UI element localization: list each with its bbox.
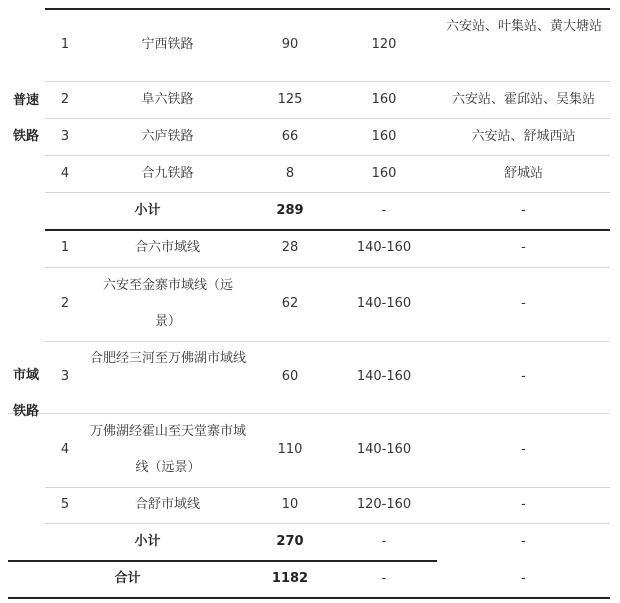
line-name: 合六市域线 [134, 240, 200, 255]
line-length: 10 [281, 497, 299, 512]
line-length: 60 [281, 369, 299, 384]
line-length: 28 [281, 240, 299, 255]
category-line: 铁路 [12, 404, 39, 419]
stations: - [521, 240, 526, 255]
subtotal-label: 小计 [134, 203, 161, 218]
design-speed: 120-160 [356, 497, 412, 512]
line-name: 六安至金寨市域线（远景） [102, 278, 233, 329]
total-length: 1182 [271, 571, 309, 586]
line-name: 合舒市域线 [134, 497, 200, 512]
category-line: 市域 [12, 368, 39, 383]
line-length: 66 [281, 129, 299, 144]
line-name: 合九铁路 [141, 166, 194, 181]
line-name: 合肥经三河至万佛湖市域线 [90, 351, 247, 366]
line-length: 90 [281, 37, 299, 52]
line-length: 8 [285, 166, 295, 181]
subtotal-speed: - [381, 534, 387, 549]
subtotal-label: 小计 [134, 534, 161, 549]
total-label: 合计 [114, 571, 141, 586]
row-number: 4 [60, 166, 70, 181]
row-number: 4 [60, 442, 70, 457]
category-line: 普速 [12, 93, 39, 108]
line-name: 宁西铁路 [141, 37, 194, 52]
design-speed: 160 [371, 129, 397, 144]
stations: 六安站、霍邱站、吴集站 [451, 92, 595, 107]
subtotal-stations: - [521, 534, 526, 549]
subtotal-length: 270 [276, 534, 304, 549]
design-speed: 120 [371, 37, 397, 52]
row-number: 2 [60, 92, 70, 107]
line-name: 六庐铁路 [141, 129, 194, 144]
design-speed: 140-160 [356, 296, 412, 311]
stations: 六安站、舒城西站 [471, 129, 576, 144]
line-length: 110 [277, 442, 303, 457]
stations: - [521, 296, 526, 311]
line-name: 阜六铁路 [141, 92, 194, 107]
design-speed: 160 [371, 92, 397, 107]
stations: 舒城站 [503, 166, 543, 181]
table-top-border [45, 8, 437, 10]
subtotal-speed: - [381, 203, 387, 218]
stations: - [521, 442, 526, 457]
total-speed: - [381, 571, 387, 586]
category-line: 铁路 [12, 129, 39, 144]
row-number: 3 [60, 129, 70, 144]
row-number: 5 [60, 497, 70, 512]
row-number: 1 [60, 37, 70, 52]
subtotal-stations: - [521, 203, 526, 218]
table-bottom-border [8, 597, 610, 599]
design-speed: 140-160 [356, 369, 412, 384]
design-speed: 140-160 [356, 240, 412, 255]
total-stations: - [521, 571, 526, 586]
line-length: 62 [281, 296, 299, 311]
line-length: 125 [277, 92, 303, 107]
row-number: 2 [60, 296, 70, 311]
design-speed: 160 [371, 166, 397, 181]
line-name: 万佛湖经霍山至天堂寨市域线（远景） [90, 424, 247, 475]
row-number: 3 [60, 369, 70, 384]
category-label [6, 83, 46, 155]
stations: - [521, 369, 526, 384]
category-label [6, 358, 46, 430]
subtotal-length: 289 [276, 203, 304, 218]
design-speed: 140-160 [356, 442, 412, 457]
stations: - [521, 497, 526, 512]
stations: 六安站、叶集站、黄大塘站 [445, 19, 602, 34]
row-number: 1 [60, 240, 70, 255]
